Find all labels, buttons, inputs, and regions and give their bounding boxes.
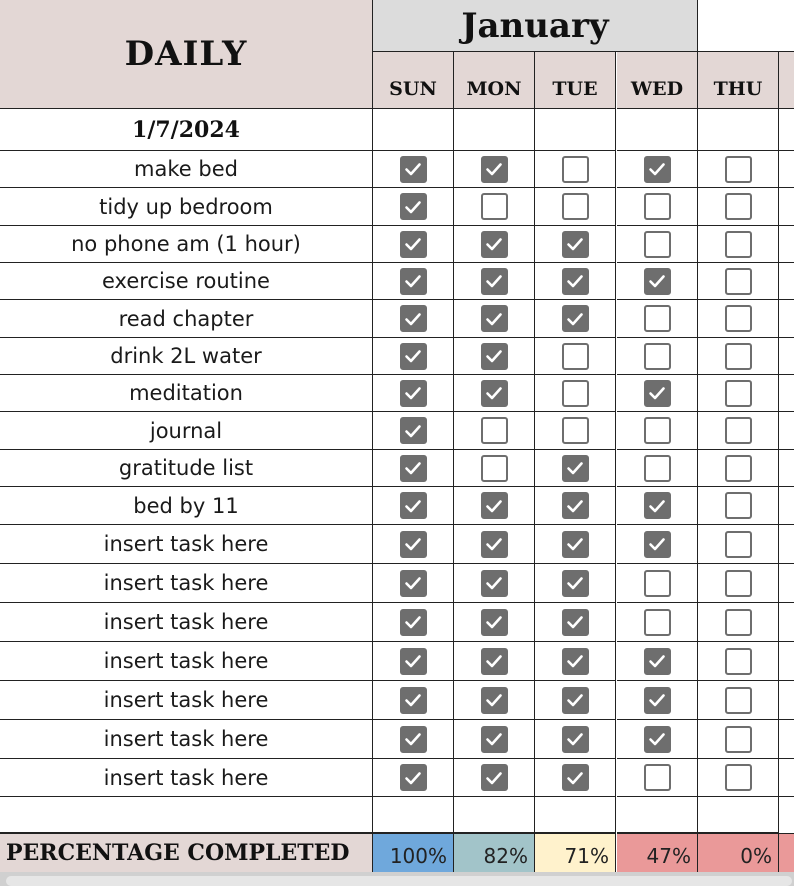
checkbox-checked[interactable]: [644, 531, 671, 558]
checkbox-cell: [373, 188, 454, 226]
date-row-cell-partial: [779, 109, 794, 151]
checkbox-cell: [535, 263, 616, 300]
partial-column-cell: [779, 338, 794, 375]
scrollbar-thumb[interactable]: [6, 876, 792, 886]
checkbox-cell: [698, 564, 779, 603]
checkbox-checked[interactable]: [481, 687, 508, 714]
checkbox-cell: [617, 300, 698, 338]
task-label[interactable]: read chapter: [0, 300, 373, 338]
partial-column-cell: [779, 759, 794, 797]
checkbox-cell: [454, 564, 535, 603]
checkbox-cell: [698, 375, 779, 412]
checkbox-cell: [373, 151, 454, 188]
checkbox-cell: [698, 450, 779, 487]
date-row-cell[interactable]: [698, 109, 779, 151]
checkbox-cell: [617, 226, 698, 263]
day-header-sun: SUN: [373, 52, 454, 109]
checkbox-unchecked[interactable]: [725, 570, 752, 597]
checkbox-checked[interactable]: [481, 268, 508, 295]
task-label[interactable]: insert task here: [0, 720, 373, 759]
partial-column-cell: [779, 681, 794, 720]
partial-column-cell: [779, 525, 794, 564]
checkbox-checked[interactable]: [481, 570, 508, 597]
checkbox-unchecked[interactable]: [725, 231, 752, 258]
checkbox-cell: [617, 642, 698, 681]
checkbox-cell: [535, 375, 616, 412]
checkbox-cell: [535, 487, 616, 525]
checkbox-cell: [698, 525, 779, 564]
percentage-cell-partial: [779, 833, 794, 872]
checkbox-checked[interactable]: [562, 570, 589, 597]
task-label[interactable]: make bed: [0, 151, 373, 188]
task-label[interactable]: insert task here: [0, 603, 373, 642]
checkbox-cell: [454, 525, 535, 564]
checkbox-checked[interactable]: [644, 268, 671, 295]
checkbox-checked[interactable]: [644, 492, 671, 519]
checkbox-cell: [535, 226, 616, 263]
empty-row-label[interactable]: [0, 797, 373, 833]
task-label[interactable]: bed by 11: [0, 487, 373, 525]
task-label[interactable]: insert task here: [0, 759, 373, 797]
checkbox-cell: [373, 681, 454, 720]
checkbox-checked[interactable]: [400, 455, 427, 482]
checkbox-cell: [373, 487, 454, 525]
checkbox-cell: [617, 338, 698, 375]
checkbox-checked[interactable]: [644, 648, 671, 675]
checkbox-cell: [698, 759, 779, 797]
checkbox-checked[interactable]: [562, 531, 589, 558]
checkbox-checked[interactable]: [481, 343, 508, 370]
checkbox-checked[interactable]: [562, 648, 589, 675]
checkbox-unchecked[interactable]: [725, 156, 752, 183]
checkbox-cell: [617, 487, 698, 525]
checkbox-cell: [373, 226, 454, 263]
checkbox-unchecked[interactable]: [644, 305, 671, 332]
percentage-completed-label: PERCENTAGE COMPLETED: [0, 833, 373, 872]
checkbox-cell: [373, 412, 454, 450]
checkbox-unchecked[interactable]: [644, 609, 671, 636]
checkbox-unchecked[interactable]: [562, 417, 589, 444]
checkbox-checked[interactable]: [562, 231, 589, 258]
checkbox-cell: [698, 487, 779, 525]
checkbox-cell: [373, 642, 454, 681]
checkbox-checked[interactable]: [400, 268, 427, 295]
checkbox-cell: [617, 450, 698, 487]
daily-title: DAILY: [0, 0, 373, 109]
checkbox-cell: [373, 564, 454, 603]
checkbox-checked[interactable]: [400, 417, 427, 444]
partial-column-cell: [779, 375, 794, 412]
date-row-cell[interactable]: [373, 109, 454, 151]
checkbox-cell: [454, 338, 535, 375]
checkbox-cell: [535, 525, 616, 564]
checkbox-cell: [454, 226, 535, 263]
checkbox-unchecked[interactable]: [725, 492, 752, 519]
partial-column-cell: [779, 188, 794, 226]
checkbox-cell: [454, 487, 535, 525]
checkbox-cell: [617, 720, 698, 759]
checkbox-cell: [698, 263, 779, 300]
checkbox-unchecked[interactable]: [644, 764, 671, 791]
checkbox-cell: [454, 720, 535, 759]
day-header-thu: THU: [698, 52, 779, 109]
task-label[interactable]: insert task here: [0, 525, 373, 564]
checkbox-unchecked[interactable]: [562, 193, 589, 220]
checkbox-cell: [535, 603, 616, 642]
checkbox-checked[interactable]: [400, 531, 427, 558]
empty-row-cell[interactable]: [454, 797, 535, 833]
checkbox-unchecked[interactable]: [725, 380, 752, 407]
partial-column-cell: [779, 300, 794, 338]
checkbox-unchecked[interactable]: [562, 156, 589, 183]
checkbox-cell: [617, 375, 698, 412]
date-row-cell[interactable]: [617, 109, 698, 151]
checkbox-unchecked[interactable]: [725, 764, 752, 791]
checkbox-unchecked[interactable]: [725, 726, 752, 753]
checkbox-cell: [535, 564, 616, 603]
task-label[interactable]: tidy up bedroom: [0, 188, 373, 226]
checkbox-checked[interactable]: [562, 268, 589, 295]
month-title: January: [373, 0, 698, 52]
checkbox-checked[interactable]: [400, 380, 427, 407]
checkbox-checked[interactable]: [400, 492, 427, 519]
checkbox-unchecked[interactable]: [725, 343, 752, 370]
checkbox-checked[interactable]: [400, 231, 427, 258]
checkbox-checked[interactable]: [481, 492, 508, 519]
checkbox-unchecked[interactable]: [481, 417, 508, 444]
empty-row-cell[interactable]: [617, 797, 698, 833]
checkbox-cell: [535, 681, 616, 720]
checkbox-checked[interactable]: [481, 531, 508, 558]
task-label[interactable]: no phone am (1 hour): [0, 226, 373, 263]
checkbox-checked[interactable]: [562, 726, 589, 753]
checkbox-checked[interactable]: [400, 156, 427, 183]
checkbox-checked[interactable]: [481, 305, 508, 332]
checkbox-checked[interactable]: [481, 726, 508, 753]
checkbox-cell: [454, 151, 535, 188]
task-label[interactable]: meditation: [0, 375, 373, 412]
partial-column-cell: [779, 603, 794, 642]
checkbox-checked[interactable]: [562, 455, 589, 482]
task-label[interactable]: journal: [0, 412, 373, 450]
date-cell[interactable]: 1/7/2024: [0, 109, 373, 151]
checkbox-checked[interactable]: [481, 231, 508, 258]
checkbox-unchecked[interactable]: [644, 231, 671, 258]
checkbox-cell: [617, 681, 698, 720]
checkbox-checked[interactable]: [562, 492, 589, 519]
partial-column-cell: [779, 720, 794, 759]
checkbox-cell: [535, 300, 616, 338]
checkbox-cell: [373, 603, 454, 642]
checkbox-cell: [535, 450, 616, 487]
partial-column-cell: [779, 487, 794, 525]
task-label[interactable]: insert task here: [0, 564, 373, 603]
checkbox-cell: [535, 412, 616, 450]
partial-column-cell: [779, 263, 794, 300]
checkbox-checked[interactable]: [400, 193, 427, 220]
checkbox-unchecked[interactable]: [644, 455, 671, 482]
checkbox-unchecked[interactable]: [725, 648, 752, 675]
checkbox-unchecked[interactable]: [725, 687, 752, 714]
checkbox-unchecked[interactable]: [725, 268, 752, 295]
checkbox-cell: [698, 603, 779, 642]
checkbox-checked[interactable]: [400, 570, 427, 597]
checkbox-cell: [617, 759, 698, 797]
task-label[interactable]: exercise routine: [0, 263, 373, 300]
checkbox-checked[interactable]: [562, 609, 589, 636]
percentage-cell: 0%: [698, 833, 779, 872]
checkbox-cell: [454, 642, 535, 681]
checkbox-unchecked[interactable]: [644, 417, 671, 444]
date-row-cell[interactable]: [454, 109, 535, 151]
checkbox-cell: [698, 300, 779, 338]
checkbox-cell: [535, 720, 616, 759]
day-header-wed: WED: [617, 52, 698, 109]
checkbox-checked[interactable]: [481, 380, 508, 407]
partial-column-cell: [779, 412, 794, 450]
checkbox-cell: [535, 151, 616, 188]
checkbox-unchecked[interactable]: [725, 455, 752, 482]
task-label[interactable]: drink 2L water: [0, 338, 373, 375]
checkbox-cell: [698, 226, 779, 263]
day-header-partial: [779, 52, 794, 109]
checkbox-cell: [373, 338, 454, 375]
checkbox-unchecked[interactable]: [644, 570, 671, 597]
checkbox-cell: [617, 151, 698, 188]
month-header-blank: [698, 0, 794, 52]
checkbox-cell: [617, 263, 698, 300]
checkbox-cell: [454, 681, 535, 720]
checkbox-cell: [373, 263, 454, 300]
checkbox-unchecked[interactable]: [725, 609, 752, 636]
checkbox-cell: [698, 720, 779, 759]
checkbox-cell: [454, 263, 535, 300]
checkbox-unchecked[interactable]: [481, 193, 508, 220]
checkbox-cell: [535, 188, 616, 226]
checkbox-cell: [617, 188, 698, 226]
checkbox-unchecked[interactable]: [725, 193, 752, 220]
percentage-cell: 71%: [535, 833, 616, 872]
checkbox-unchecked[interactable]: [725, 417, 752, 444]
task-label[interactable]: insert task here: [0, 681, 373, 720]
checkbox-cell: [373, 450, 454, 487]
checkbox-cell: [373, 759, 454, 797]
checkbox-unchecked[interactable]: [562, 343, 589, 370]
checkbox-cell: [698, 412, 779, 450]
partial-column-cell: [779, 564, 794, 603]
checkbox-unchecked[interactable]: [562, 380, 589, 407]
checkbox-cell: [698, 338, 779, 375]
checkbox-unchecked[interactable]: [644, 193, 671, 220]
checkbox-cell: [535, 338, 616, 375]
task-label[interactable]: gratitude list: [0, 450, 373, 487]
checkbox-checked[interactable]: [400, 343, 427, 370]
checkbox-checked[interactable]: [400, 726, 427, 753]
checkbox-cell: [617, 564, 698, 603]
checkbox-checked[interactable]: [400, 648, 427, 675]
checkbox-cell: [454, 412, 535, 450]
checkbox-cell: [698, 642, 779, 681]
empty-row-cell[interactable]: [373, 797, 454, 833]
checkbox-cell: [617, 525, 698, 564]
checkbox-cell: [698, 151, 779, 188]
day-header-tue: TUE: [535, 52, 616, 109]
checkbox-cell: [535, 642, 616, 681]
checkbox-checked[interactable]: [562, 305, 589, 332]
checkbox-checked[interactable]: [400, 305, 427, 332]
checkbox-checked[interactable]: [481, 764, 508, 791]
checkbox-unchecked[interactable]: [725, 305, 752, 332]
checkbox-cell: [373, 375, 454, 412]
empty-row-cell[interactable]: [535, 797, 616, 833]
empty-row-cell[interactable]: [698, 797, 779, 833]
checkbox-unchecked[interactable]: [644, 343, 671, 370]
checkbox-cell: [698, 681, 779, 720]
checkbox-checked[interactable]: [481, 648, 508, 675]
checkbox-unchecked[interactable]: [725, 531, 752, 558]
checkbox-cell: [373, 300, 454, 338]
partial-column-cell: [779, 151, 794, 188]
checkbox-cell: [454, 375, 535, 412]
checkbox-cell: [617, 412, 698, 450]
task-label[interactable]: insert task here: [0, 642, 373, 681]
checkbox-checked[interactable]: [400, 764, 427, 791]
percentage-cell: 100%: [373, 833, 454, 872]
checkbox-unchecked[interactable]: [481, 455, 508, 482]
checkbox-cell: [373, 720, 454, 759]
checkbox-checked[interactable]: [562, 764, 589, 791]
checkbox-checked[interactable]: [644, 380, 671, 407]
partial-column-cell: [779, 450, 794, 487]
checkbox-checked[interactable]: [481, 609, 508, 636]
checkbox-checked[interactable]: [481, 156, 508, 183]
partial-column-cell: [779, 642, 794, 681]
checkbox-cell: [373, 525, 454, 564]
day-header-mon: MON: [454, 52, 535, 109]
checkbox-checked[interactable]: [644, 687, 671, 714]
checkbox-checked[interactable]: [644, 726, 671, 753]
percentage-cell: 47%: [617, 833, 698, 872]
checkbox-cell: [698, 188, 779, 226]
checkbox-cell: [617, 603, 698, 642]
checkbox-checked[interactable]: [644, 156, 671, 183]
checkbox-cell: [454, 300, 535, 338]
checkbox-checked[interactable]: [400, 609, 427, 636]
checkbox-cell: [454, 450, 535, 487]
checkbox-checked[interactable]: [400, 687, 427, 714]
checkbox-cell: [454, 188, 535, 226]
date-row-cell[interactable]: [535, 109, 616, 151]
partial-column-cell: [779, 226, 794, 263]
checkbox-checked[interactable]: [562, 687, 589, 714]
checkbox-cell: [454, 603, 535, 642]
percentage-cell: 82%: [454, 833, 535, 872]
checkbox-cell: [454, 759, 535, 797]
checkbox-cell: [535, 759, 616, 797]
